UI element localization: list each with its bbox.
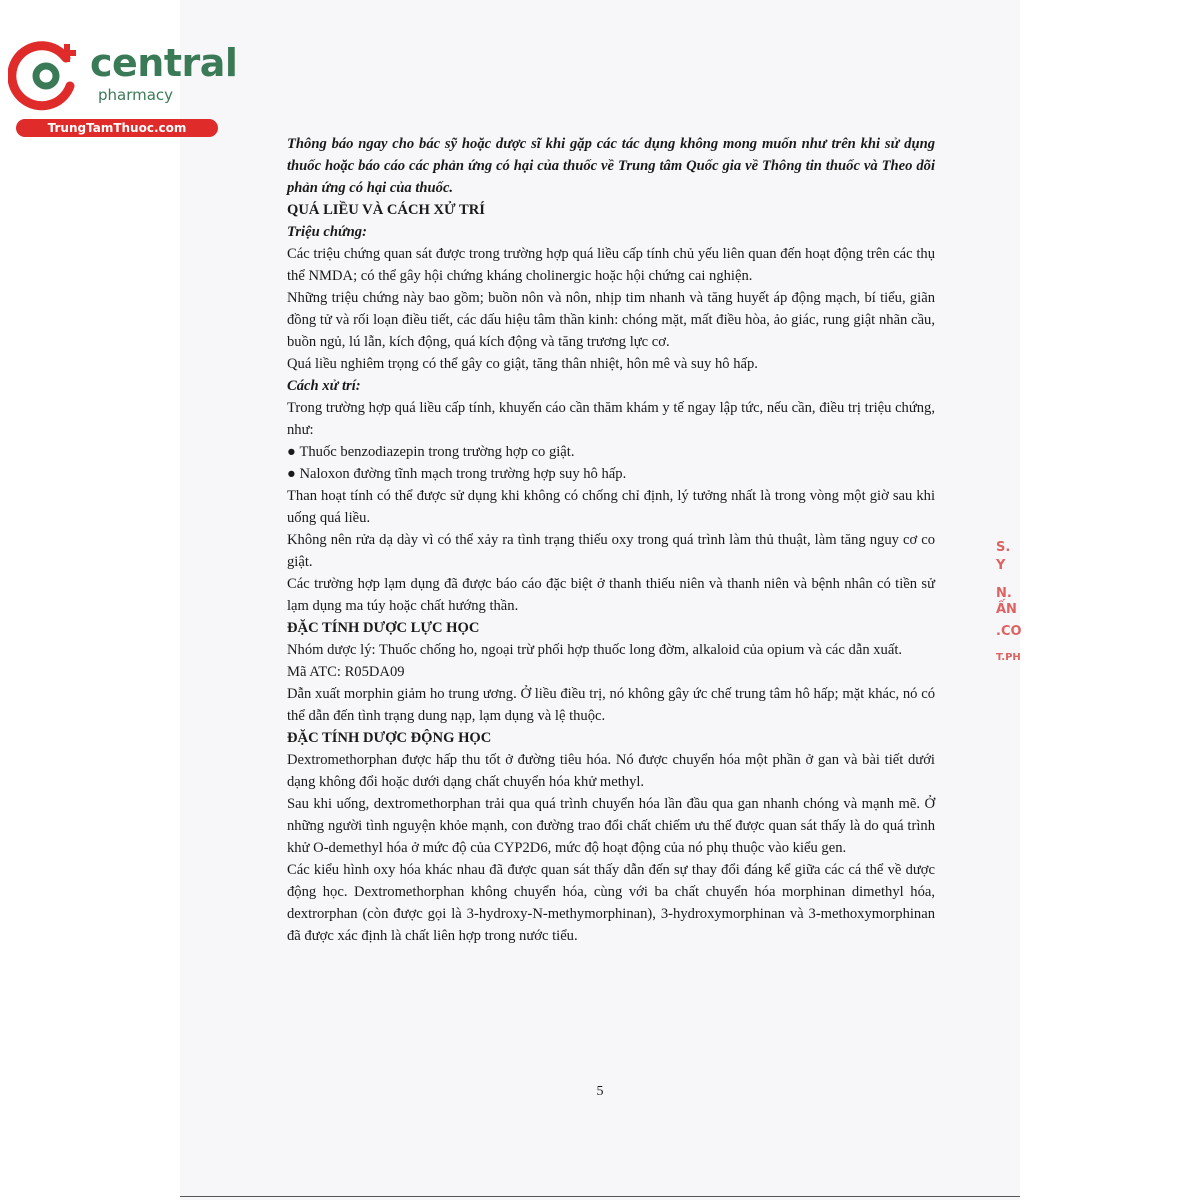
pharmacokinetics-paragraph: Dextromethorphan được hấp thu tốt ở đường tiêu hóa. Nó được chuyển hóa một phần ở gan và bài tiết dưới dạng không đổi hoặc dưới dạng chất chuyển hóa khử methyl. <box>287 752 935 790</box>
pharmacodynamics-heading: ĐẶC TÍNH DƯỢC LỰC HỌC <box>287 620 480 636</box>
page-number: 5 <box>596 1084 604 1099</box>
atc-code: Mã ATC: R05DA09 <box>287 664 405 680</box>
treatment-heading: Cách xử trí: <box>287 378 361 394</box>
pharmacokinetics-paragraph: Sau khi uống, dextromethorphan trải qua quá trình chuyển hóa lần đầu qua gan nhanh chóng và mạnh mẽ. Ở những người tình nguyện khỏe mạnh, con đường trao đổi chất chiếm ưu thế được quan sát thấy là do quá trình khử O-demethyl hóa ở mức độ của CYP2D6, mức độ hoạt động của nó phụ thuộc vào kiểu gen. <box>287 796 935 856</box>
pharmacokinetics-paragraph: Các kiểu hình oxy hóa khác nhau đã được quan sát thấy dẫn đến sự thay đổi đáng kể giữa các cá thể về dược động học. Dextromethorphan không chuyển hóa, cùng với ba chất chuyển hóa morphinan dimethyl hóa, dextrorphan (còn được gọi là 3-hydroxy-N-methymorphinan), 3-hydroxymorphinan và 3-methoxymorphinan đã được xác định là chất liên hợp trong nước tiểu. <box>287 862 935 944</box>
treatment-paragraph: Không nên rửa dạ dày vì có thể xảy ra tình trạng thiếu oxy trong quá trình làm thủ thuật, làm tăng nguy cơ co giật. <box>287 532 935 570</box>
symptoms-paragraph: Các triệu chứng quan sát được trong trường hợp quá liều cấp tính chủ yếu liên quan đến hoạt động trên các thụ thể NMDA; có thể gây hội chứng kháng cholinergic hoặc hội chứng cai nghiện. <box>287 246 935 284</box>
bottom-rule <box>180 1196 1020 1197</box>
treatment-bullet: ● Thuốc benzodiazepin trong trường hợp co giật. <box>287 441 935 463</box>
stamp-text: .CO <box>996 624 1022 639</box>
treatment-intro: Trong trường hợp quá liều cấp tính, khuyến cáo cần thăm khám y tế ngay lập tức, nếu cần, điều trị triệu chứng, như: <box>287 400 935 438</box>
pharmacodynamics-paragraph: Nhóm dược lý: Thuốc chống ho, ngoại trừ phối hợp thuốc long đờm, alkaloid của opium và các dẫn xuất. <box>287 642 903 658</box>
logo-brand: central <box>90 41 238 85</box>
treatment-paragraph: Các trường hợp lạm dụng đã được báo cáo đặc biệt ở thanh thiếu niên và thanh niên và bệnh nhân có tiền sử lạm dụng ma túy hoặc chất hướng thần. <box>287 576 935 614</box>
symptoms-paragraph: Quá liều nghiêm trọng có thể gây co giật, tăng thân nhiệt, hôn mê và suy hô hấp. <box>287 356 758 372</box>
stamp-text: ẤN <box>996 602 1017 617</box>
adverse-effect-notice: Thông báo ngay cho bác sỹ hoặc dược sĩ khi gặp các tác dụng không mong muốn như trên khi sử dụng thuốc hoặc báo cáo các phản ứng có hại của thuốc về Trung tâm Quốc gia về Thông tin thuốc và Theo dõi phản ứng có hại của thuốc. <box>287 136 935 196</box>
logo-sub: pharmacy <box>98 86 174 104</box>
symptoms-heading: Triệu chứng: <box>287 224 367 240</box>
stamp-text: N. <box>996 586 1012 601</box>
central-pharmacy-logo[interactable] <box>8 36 238 136</box>
stamp-text: T.PH <box>996 652 1021 663</box>
stamp-text: Y <box>996 558 1006 573</box>
treatment-bullet: ● Naloxon đường tĩnh mạch trong trường hợp suy hô hấp. <box>287 463 935 485</box>
document-body <box>287 133 935 947</box>
red-stamp <box>990 540 1024 690</box>
treatment-paragraph: Than hoạt tính có thể được sử dụng khi không có chống chỉ định, lý tưởng nhất là trong vòng một giờ sau khi uống quá liều. <box>287 488 935 526</box>
logo-url[interactable]: TrungTamThuoc.com <box>16 119 218 137</box>
pharmacodynamics-paragraph: Dẫn xuất morphin giảm ho trung ương. Ở liều điều trị, nó không gây ức chế trung tâm hô hấp; mặt khác, nó có thể dẫn đến tình trạng dung nạp, lạm dụng và lệ thuộc. <box>287 686 935 724</box>
pharmacy-cross-icon <box>8 36 88 116</box>
stamp-text: S. <box>996 540 1011 555</box>
overdose-heading: QUÁ LIỀU VÀ CÁCH XỬ TRÍ <box>287 202 485 218</box>
pharmacokinetics-heading: ĐẶC TÍNH DƯỢC ĐỘNG HỌC <box>287 730 492 746</box>
symptoms-paragraph: Những triệu chứng này bao gồm; buồn nôn và nôn, nhịp tim nhanh và tăng huyết áp động mạch, bí tiểu, giãn đồng tử và rối loạn điều tiết, các dấu hiệu tâm thần kinh: chóng mặt, mất điều hòa, ảo giác, rung giật nhãn cầu, buồn ngủ, lú lẫn, kích động, quá kích động và tăng trương lực cơ. <box>287 290 935 350</box>
